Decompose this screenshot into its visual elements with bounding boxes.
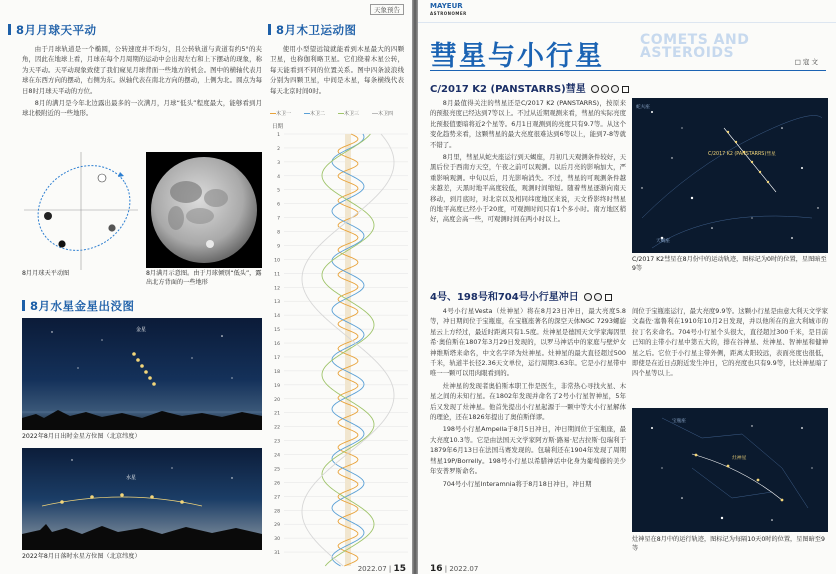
page-number-left: 2022.07 | 15 bbox=[357, 564, 406, 574]
right-page bbox=[418, 0, 836, 574]
asteroids-text-col1 bbox=[430, 306, 626, 491]
paragraph: 8月的满月是今年北边露出最多的一次满月，月球“低头”程度最大，能够看到月球北极附近的一些地形。 bbox=[22, 99, 262, 118]
telescope-icon bbox=[584, 293, 592, 301]
camera-icon bbox=[611, 85, 619, 93]
date-tick-label: 31 bbox=[274, 551, 280, 557]
paragraph: 间位于宝瓶座运行，最大亮度9.9等。这颗小行星是由意大利天文学家文森佐·塞鲁利在1910年10月2日发现，并以他所在的意大利城市的拉丁名来命名。704号小行星个头很大，直径超过300千米，是目前已知的主带小行星中第五大的，排在谷神星、灶神星、智神星和健神星之后。它位于小行星主带外侧，距离太阳较远，表面亮度也很低，即使是在近日点附近发生冲日，它的亮度也只有9.9等，比灶神星暗了四个星等以上。 bbox=[632, 307, 828, 378]
date-tick-label: 24 bbox=[274, 453, 280, 459]
date-tick-label: 13 bbox=[274, 300, 280, 306]
paragraph: 灶神星的发现者奥伯斯本职工作是医生，非常热心寻找火星、木星之间的未知行星。在1802年发现并命名了2号小行星智神星，5年后又发现了灶神星。他首先提出小行星起源于一颗中等大小行星解体的理论，还在1826年提出了奥伯斯佯谬。 bbox=[430, 381, 626, 422]
telescope-icon bbox=[591, 85, 599, 93]
asteroids-title: 4号、198号和704号小行星冲日 bbox=[430, 288, 612, 303]
date-tick-label: 12 bbox=[274, 286, 280, 292]
venus-sky-chart bbox=[22, 318, 262, 430]
vesta-chart-label: 灶神星 bbox=[732, 456, 747, 461]
page-number-right: 16 | 2022.07 bbox=[430, 564, 479, 574]
comet-title: C/2017 K2 (PANSTARRS)彗星 bbox=[430, 80, 629, 95]
date-tick-label: 9 bbox=[277, 244, 280, 250]
page-title-en: COMETS AND ASTEROIDS bbox=[640, 32, 750, 61]
date-tick-label: 2 bbox=[277, 146, 280, 152]
title-bar-icon bbox=[8, 24, 11, 35]
date-tick-label: 10 bbox=[274, 258, 280, 264]
moon-libration-title: 8月月球天平动 bbox=[8, 22, 97, 38]
title-bar-icon bbox=[268, 24, 271, 35]
constellation-label: 宝瓶座 bbox=[672, 419, 686, 424]
checkbox-icon bbox=[622, 86, 629, 93]
venus-sky-svg bbox=[22, 318, 262, 430]
binoculars-icon bbox=[601, 85, 609, 93]
jupiter-axis-label: 日期 bbox=[272, 124, 284, 130]
mercury-sky-svg bbox=[22, 448, 262, 550]
jupiter-moons-chart bbox=[270, 130, 408, 570]
date-tick-label: 4 bbox=[277, 174, 280, 180]
date-tick-label: 15 bbox=[274, 328, 280, 334]
date-tick-label: 8 bbox=[277, 230, 280, 236]
jupiter-legend bbox=[270, 110, 410, 118]
date-tick-label: 25 bbox=[274, 467, 280, 473]
date-tick-label: 11 bbox=[274, 272, 280, 278]
comet-text bbox=[430, 98, 626, 227]
paragraph: 使用小型望远镜就能看到木星最大的四颗卫星，也称伽利略卫星。它们绕着木星公转，每天能看到不同的位置关系。图中四条波浪线分别为四颗卫星，中间是木星，每条横线代表每天北京时间0时。 bbox=[270, 45, 404, 95]
date-tick-label: 29 bbox=[274, 523, 280, 529]
title-bar-icon bbox=[22, 300, 25, 311]
comet-star-chart bbox=[632, 98, 828, 253]
date-tick-label: 27 bbox=[274, 495, 280, 501]
binoculars-icon bbox=[594, 293, 602, 301]
constellation-label: 天蝎座 bbox=[656, 239, 670, 244]
full-moon-image bbox=[146, 152, 262, 268]
date-tick-label: 28 bbox=[274, 509, 280, 515]
title-rule bbox=[430, 70, 826, 71]
date-tick-label: 3 bbox=[277, 160, 280, 166]
header-divider bbox=[418, 22, 836, 23]
left-page bbox=[0, 0, 412, 574]
jupiter-moons-text bbox=[270, 44, 404, 98]
date-tick-label: 14 bbox=[274, 314, 280, 320]
header-tag: 天象预告 bbox=[370, 4, 404, 15]
vesta-star-chart bbox=[632, 408, 828, 532]
mercury-label: 水星 bbox=[126, 475, 137, 481]
date-tick-label: 19 bbox=[274, 383, 280, 389]
date-tick-label: 7 bbox=[277, 216, 280, 222]
libration-diagram bbox=[24, 152, 138, 270]
mercury-venus-title: 8月水星金星出没图 bbox=[22, 298, 135, 314]
legend-item: 木卫二 bbox=[304, 110, 325, 117]
comet-chart-label: C/2017 K2 (PANSTARRS)彗星 bbox=[708, 152, 776, 157]
comet-star-svg bbox=[632, 98, 828, 253]
paragraph: 4号小行星Vesta（灶神星）将在8月23日冲日，最大亮度5.8等，冲日期间位于宝瓶座，在宝瓶座著名的深空天体NGC 7293螺旋星云上方经过，最近时距离只有1.5度。灶神星是德国天文学家海因里希·奥伯斯在1807年3月29日发现的，以罗马神话中的家庭与壁炉女神维斯塔来命名，中文名字译为灶神星。灶神星的最大直径超过500千米，轨道半长径2.36天文单位，运行周期3.63年。它是小行星带中唯一一颗可以用肉眼看到的。 bbox=[430, 307, 626, 378]
date-tick-label: 20 bbox=[274, 397, 280, 403]
date-tick-label: 26 bbox=[274, 481, 280, 487]
date-tick-label: 22 bbox=[274, 425, 280, 431]
paragraph: 198号小行星Ampella于8月5日冲日，冲日期间位于宝瓶座，最大亮度10.3等。它是由法国天文学家阿方斯·路易·尼古拉斯·包瑞利于1879年6月13日在法国马赛发现的。包瑞利还在1904年发现了周期彗星19P/Borrelly。198号小行星以希腊神话中化身为葡萄藤的美少年安普罗斯命名。 bbox=[430, 425, 626, 476]
paragraph: 由于月球轨道是一个椭圆，公转速度并不均匀，且公转轨道与黄道有约5°的夹角，因此在地球上看，月球在每个月周期的运动中会出现左右和上下摆动的现象，称为天平动。天平动现象致使了我们窥见月球背面一些地方的机会。图中的横轴代表月球在东西方向的摆动，右侧为东。纵轴代表在南北方向的摆动，上侧为北。圆点为每日8时月球天平动的方位。 bbox=[22, 45, 262, 95]
date-tick-label: 30 bbox=[274, 537, 280, 543]
moon-libration-text bbox=[22, 44, 262, 121]
comet-caption: C/2017 K2彗星在8月份中的运动轨迹，图标记为0时的位置，星图暗至9等 bbox=[632, 256, 827, 272]
jupiter-moons-title: 8月木卫运动图 bbox=[268, 22, 357, 38]
date-tick-label: 18 bbox=[274, 369, 280, 375]
author: □ 寇 文 bbox=[794, 58, 818, 66]
legend-item: 木卫一 bbox=[270, 110, 291, 117]
checkbox-icon bbox=[605, 294, 612, 301]
libration-caption: 8月月球天平动图 bbox=[22, 270, 70, 277]
paragraph: 8月里，彗星从蛇夫座运行到天蝎座，月初几天观测条件较好，天黑后位于西南方天空，午夜之前可以观测。以后月亮的影响加大，严重影响观测。中旬以后，月光影响消失。不过，彗星的可观测条件越来越差，天黑时地平高度较低，观测时间缩短。随着彗星逐渐向南天移动，到月底时，对北京以及相同纬度地区来说，天文昏影终时彗星的地平高度已经小于20度，可观测时间只有1个多小时。南方地区稍好，高度会高一些，可观测时间在两小时以上。 bbox=[430, 153, 626, 224]
date-tick-label: 16 bbox=[274, 342, 280, 348]
legend-item: 木卫三 bbox=[338, 110, 359, 117]
venus-label: 金星 bbox=[136, 327, 147, 333]
vesta-caption: 灶神星在8月中的运行轨迹，图标记为每隔10天0时的位置，星图暗至9等 bbox=[632, 536, 825, 552]
date-tick-label: 5 bbox=[277, 188, 280, 194]
full-moon-caption: 8月满月示意图。由于月球倾别“低头”，露出北方背面的一些地形 bbox=[146, 270, 262, 286]
page-title: 彗星与小行星 bbox=[430, 41, 604, 72]
asteroids-text-col2 bbox=[632, 306, 828, 381]
venus-caption: 2022年8月日出时金星方位图（北京纬度） bbox=[22, 433, 141, 440]
date-tick-label: 1 bbox=[277, 133, 280, 138]
magazine-logo: MAYEUR ASTRONOMER bbox=[430, 2, 467, 16]
mercury-caption: 2022年8月日落时水星方位图（北京纬度） bbox=[22, 553, 141, 560]
vesta-star-svg bbox=[632, 408, 828, 532]
constellation-label: 蛇夫座 bbox=[636, 105, 650, 110]
date-tick-label: 17 bbox=[274, 355, 280, 361]
mercury-sky-chart bbox=[22, 448, 262, 550]
legend-item: 木卫四 bbox=[372, 110, 393, 117]
paragraph: 8月最值得关注的彗星还是C/2017 K2 (PANSTARRS)，按原来的预报亮度已经达到7等以上。不过从近期观测来看，彗星的实际亮度比预报值要暗将近2个星等。6月1日观测到的亮度只有9.7等。从这个变化趋势来看，这颗彗星的最大亮度很难达到6等以上，能到7-8等就不错了。 bbox=[430, 99, 626, 149]
paragraph: 704号小行星Interamnia将于8月18日冲日，冲日期 bbox=[442, 479, 592, 488]
date-tick-label: 6 bbox=[277, 202, 280, 208]
date-tick-label: 21 bbox=[274, 411, 280, 417]
date-tick-label: 23 bbox=[274, 439, 280, 445]
